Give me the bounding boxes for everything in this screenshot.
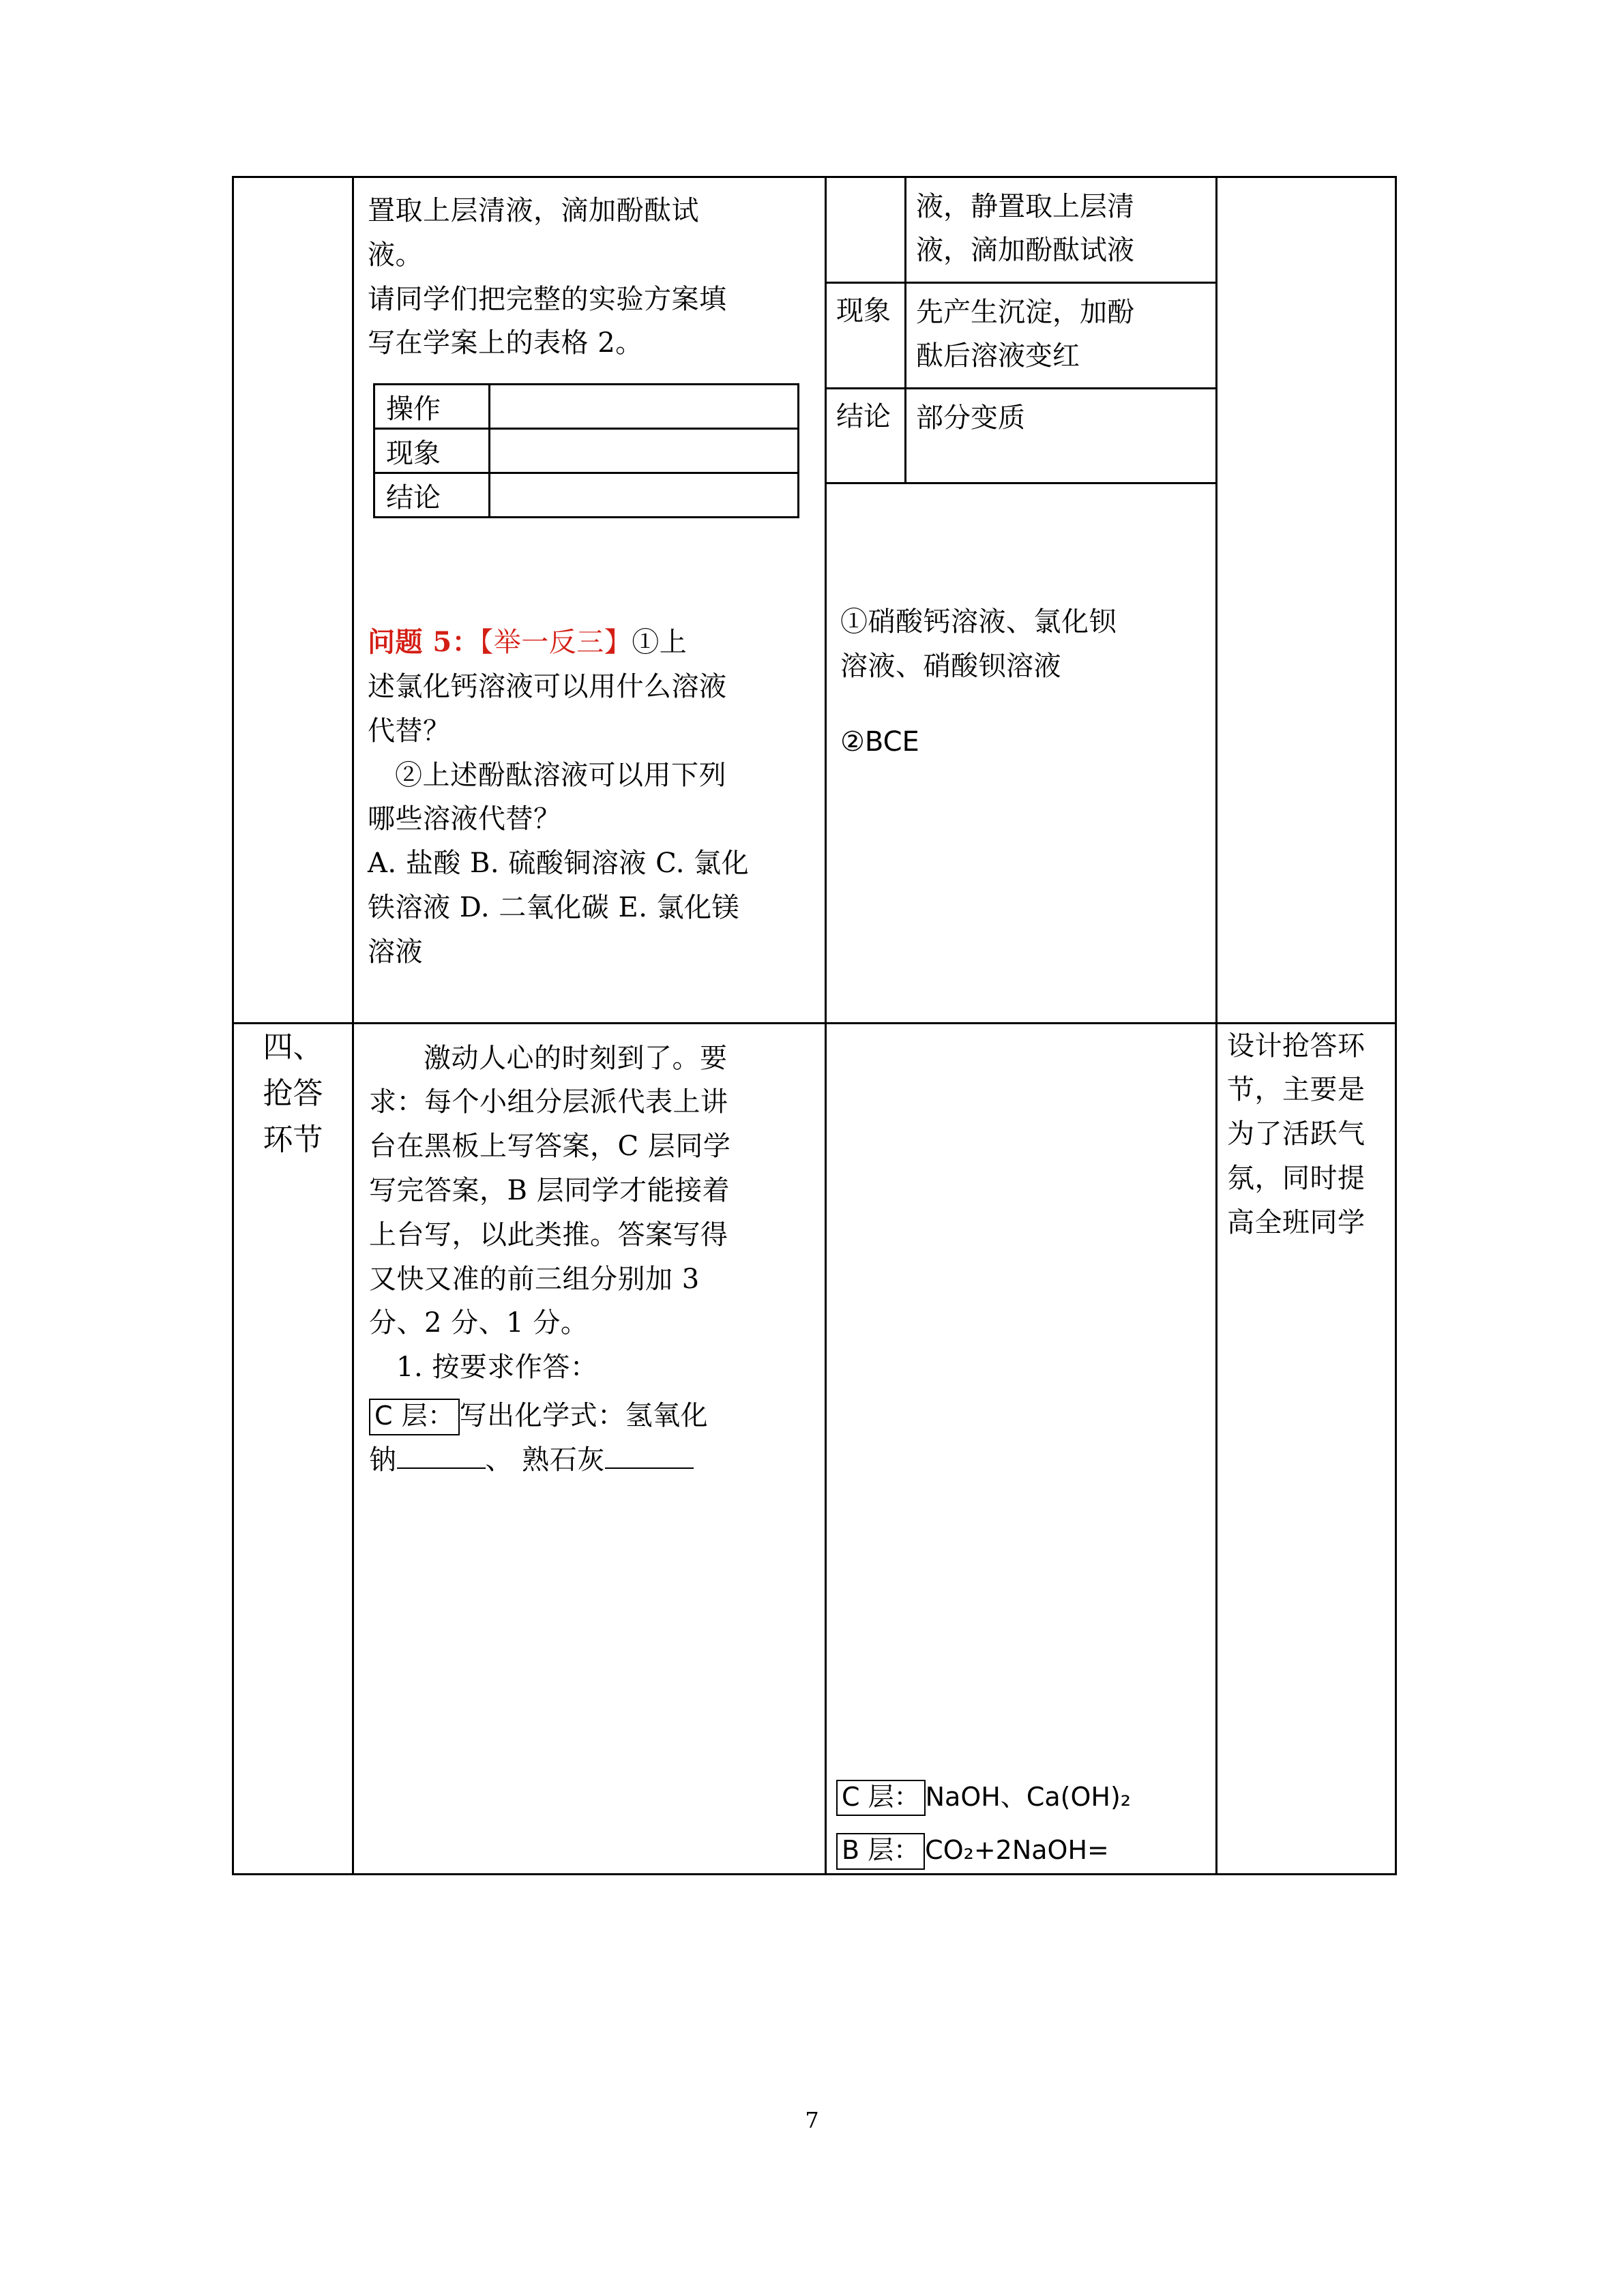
text-line: 1. 按要求作答：: [396, 1352, 598, 1384]
text-line: 液，滴加酚酞试液: [916, 235, 1134, 266]
row2-col-b: [353, 1023, 826, 1874]
text-line: 环节: [263, 1122, 323, 1157]
text-line: 抢答: [263, 1075, 323, 1111]
question5-heading: [368, 621, 811, 665]
text-line: 写完答案，B 层同学才能接着: [369, 1174, 730, 1206]
row2-col-a-section-label: [233, 1023, 353, 1874]
text-line: 请同学们把完整的实验方案填: [368, 283, 727, 315]
table-row: [827, 389, 1215, 483]
vertical-spacer: [368, 518, 811, 621]
answer-c-layer: [836, 1774, 1206, 1820]
text-fragment: 、 熟石灰: [485, 1444, 605, 1476]
text-line: 设计抢答环: [1227, 1030, 1365, 1062]
result-table: [827, 178, 1215, 484]
text-line: 高全班同学: [1227, 1206, 1365, 1238]
text-line: ①硝酸钙溶液、氯化钡: [840, 606, 1117, 638]
c-layer-badge: C 层：: [369, 1399, 460, 1435]
b-layer-badge: B 层：: [836, 1833, 925, 1870]
inner-label-operation: 操作: [374, 385, 490, 429]
text-line: 液，静置取上层清: [916, 191, 1134, 222]
table-row: [827, 283, 1215, 389]
text-line: 上台写，以此类推。答案写得: [369, 1219, 728, 1251]
question5-line1: ①上: [632, 627, 688, 659]
text-line: 求：每个小组分层派代表上讲: [369, 1086, 728, 1118]
task-c-layer-line: [369, 1394, 810, 1438]
result-conclusion-cell: [906, 389, 1216, 483]
table-row: [827, 178, 1215, 283]
result-phenomenon-cell: [906, 283, 1216, 389]
inner-value-operation[interactable]: [490, 385, 799, 429]
blank-experiment-table: [373, 383, 799, 518]
inner-label-conclusion: 结论: [374, 473, 490, 518]
text-line: A. 盐酸 B. 硫酸铜溶液 C. 氯化: [368, 848, 750, 880]
text-line: ②BCE: [840, 726, 919, 758]
text-line: 台在黑板上写答案，C 层同学: [369, 1131, 731, 1163]
c-layer-badge: C 层：: [836, 1780, 926, 1817]
table-row: [233, 177, 1396, 1024]
text-line: 溶液: [368, 936, 423, 968]
row1-col-c: [826, 177, 1217, 1024]
text-line: 写在学案上的表格 2。: [368, 327, 643, 359]
row1-col-b: [353, 177, 826, 1024]
table-row: [374, 385, 799, 429]
text-line: 液。: [368, 239, 423, 271]
result-label-phenomenon: [827, 283, 906, 389]
inner-label-phenomenon: 现象: [374, 429, 490, 473]
design-note: [1217, 1024, 1395, 1245]
label-text: 现象: [836, 295, 891, 327]
answer-blank-2[interactable]: [605, 1467, 694, 1469]
question5-tag: 问题 5：: [368, 626, 480, 659]
text-line: 为了活跃气: [1227, 1118, 1365, 1150]
text-line: 铁溶液 D. 二氧化碳 E. 氯化镁: [368, 891, 740, 923]
inner-value-phenomenon[interactable]: [490, 429, 799, 473]
page-number: 7: [805, 2107, 819, 2133]
text-line: 置取上层清液，滴加酚酞试: [368, 195, 699, 226]
table-row: [374, 429, 799, 473]
text-line: 节，主要是: [1227, 1074, 1365, 1106]
answer-text: NaOH、Ca(OH)₂: [925, 1781, 1132, 1812]
text-line: 部分变质: [916, 402, 1025, 434]
inner-value-conclusion[interactable]: [490, 473, 799, 518]
text-line: 又快又准的前三组分别加 3: [369, 1263, 700, 1295]
main-layout-table: [232, 176, 1397, 1875]
text-line: 激动人心的时刻到了。要: [424, 1042, 728, 1074]
label-text: 结论: [836, 401, 891, 432]
text-line: 哪些溶液代替？: [368, 803, 561, 835]
task-text: 写出化学式：氢氧化: [459, 1399, 709, 1431]
text-line: 述氯化钙溶液可以用什么溶液: [368, 670, 727, 702]
text-line: 代替？: [368, 715, 451, 747]
text-line: 溶液、硝酸钡溶液: [840, 650, 1061, 682]
answer-b-layer: [836, 1828, 1206, 1873]
answer-text: CO₂+2NaOH=: [925, 1835, 1109, 1866]
result-empty-label: [827, 178, 906, 283]
text-fragment: 钠: [369, 1444, 397, 1476]
text-line: 酞后溶液变红: [916, 340, 1080, 372]
row1-col-a: [233, 177, 353, 1024]
row1-col-d: [1217, 177, 1396, 1024]
text-line: 四、: [263, 1029, 323, 1064]
row2-col-c: [826, 1023, 1217, 1874]
table-row: [374, 473, 799, 518]
vertical-spacer: [368, 974, 811, 1015]
text-line: 分、2 分、1 分。: [369, 1307, 589, 1339]
task-c-layer-blanks: [369, 1438, 810, 1482]
row2-col-d-note: [1217, 1023, 1396, 1874]
answer-blank-1[interactable]: [397, 1467, 486, 1469]
text-line: 氛，同时提: [1227, 1162, 1365, 1194]
table-row: [233, 1023, 1396, 1874]
question5-bracket: 【举一反三】: [479, 627, 632, 659]
section-label: [234, 1024, 352, 1164]
text-line: ②上述酚酞溶液可以用下列: [395, 759, 726, 791]
result-operation-cell: [906, 178, 1216, 283]
vertical-spacer: [827, 1024, 1215, 1774]
result-label-conclusion: [827, 389, 906, 483]
text-line: 先产生沉淀，加酚: [916, 297, 1134, 328]
